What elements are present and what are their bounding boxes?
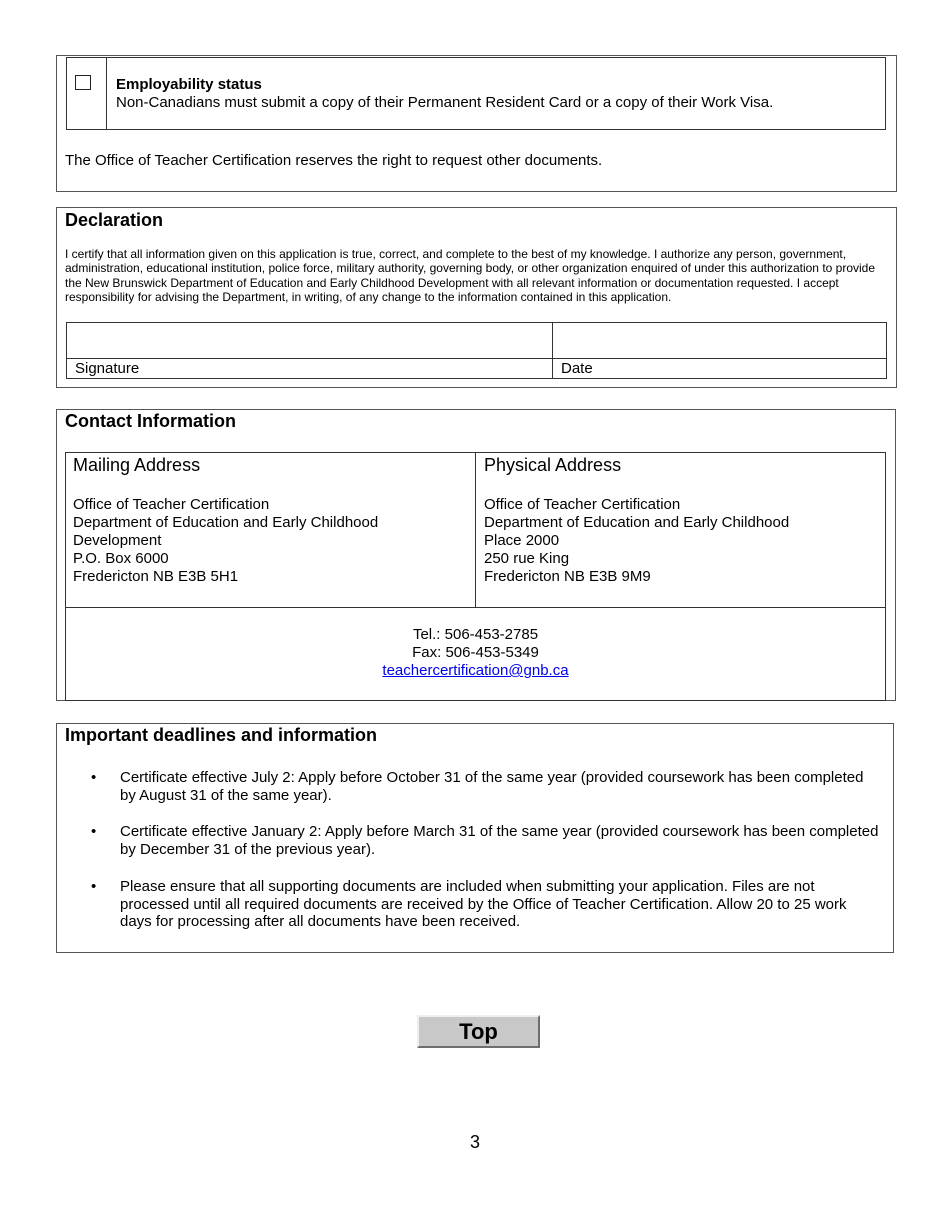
list-item: Certificate effective July 2: Apply before October 31 of the same year (provided coursework has been completed by August 31 of the same year). (120, 769, 864, 804)
date-label: Date (561, 360, 593, 377)
bullet-icon: • (91, 769, 97, 786)
top-button[interactable]: Top (417, 1015, 540, 1048)
address-line: P.O. Box 6000 (73, 550, 169, 567)
deadlines-heading: Important deadlines and information (65, 725, 378, 745)
mailing-address (73, 496, 378, 586)
list-item: Certificate effective January 2: Apply before March 31 of the same year (provided coursework has been completed by December 31 of the previous year). (120, 823, 879, 858)
address-line: Department of Education and Early Childhood (73, 514, 379, 531)
address-line: Place 2000 (484, 532, 560, 549)
bullet-icon: • (91, 878, 97, 895)
signature-table-rule (66, 358, 887, 359)
declaration-heading: Declaration (65, 210, 164, 230)
date-field[interactable] (553, 323, 886, 358)
address-line: Development (73, 532, 162, 549)
employability-text: Non-Canadians must submit a copy of their Permanent Resident Card or a copy of their Work Visa. (116, 94, 774, 111)
declaration-text: I certify that all information given on this application is true, correct, and complete to the best of my knowledge. I authorize any person, government, administration, educational institution, police force, military authority, governing body, or other organization enquired of under this authorization to provide the New Brunswick Department of Education and Early Childhood Development with all relevant information or documentation requested. I accept responsibility for advising the Department, in writing, of any change to the information contained in this application. (65, 247, 876, 304)
email-link[interactable]: teachercertification@gnb.ca (382, 662, 569, 679)
signature-label: Signature (75, 360, 140, 377)
bullet-icon: • (91, 823, 97, 840)
address-line: Fredericton NB E3B 5H1 (73, 568, 239, 585)
contact-heading: Contact Information (65, 411, 236, 431)
mailing-address-heading: Mailing Address (73, 455, 201, 475)
address-line: 250 rue King (484, 550, 570, 567)
documents-note: The Office of Teacher Certification reserves the right to request other documents. (65, 152, 603, 169)
physical-address (484, 496, 789, 586)
page-number: 3 (469, 1132, 480, 1152)
address-line: Department of Education and Early Childhood (484, 514, 790, 531)
phone-fax-email (65, 626, 886, 680)
employability-checkbox[interactable] (75, 75, 91, 90)
contact-table-rule (65, 607, 886, 608)
list-item: Please ensure that all supporting documents are included when submitting your application. Files are not processed until all required documents are received by the Office of Teacher Certification. Allow 20 to 25 work days for processing after all documents have been received. (120, 878, 847, 930)
telephone: Tel.: 506-453-2785 (412, 626, 539, 643)
employability-divider (106, 57, 107, 130)
contact-table-divider (475, 452, 476, 608)
signature-field[interactable] (67, 323, 552, 358)
address-line: Fredericton NB E3B 9M9 (484, 568, 651, 585)
physical-address-heading: Physical Address (484, 455, 622, 475)
employability-title: Employability status (116, 76, 262, 93)
address-line: Office of Teacher Certification (484, 496, 681, 513)
address-line: Office of Teacher Certification (73, 496, 270, 513)
fax: Fax: 506-453-5349 (412, 644, 539, 661)
